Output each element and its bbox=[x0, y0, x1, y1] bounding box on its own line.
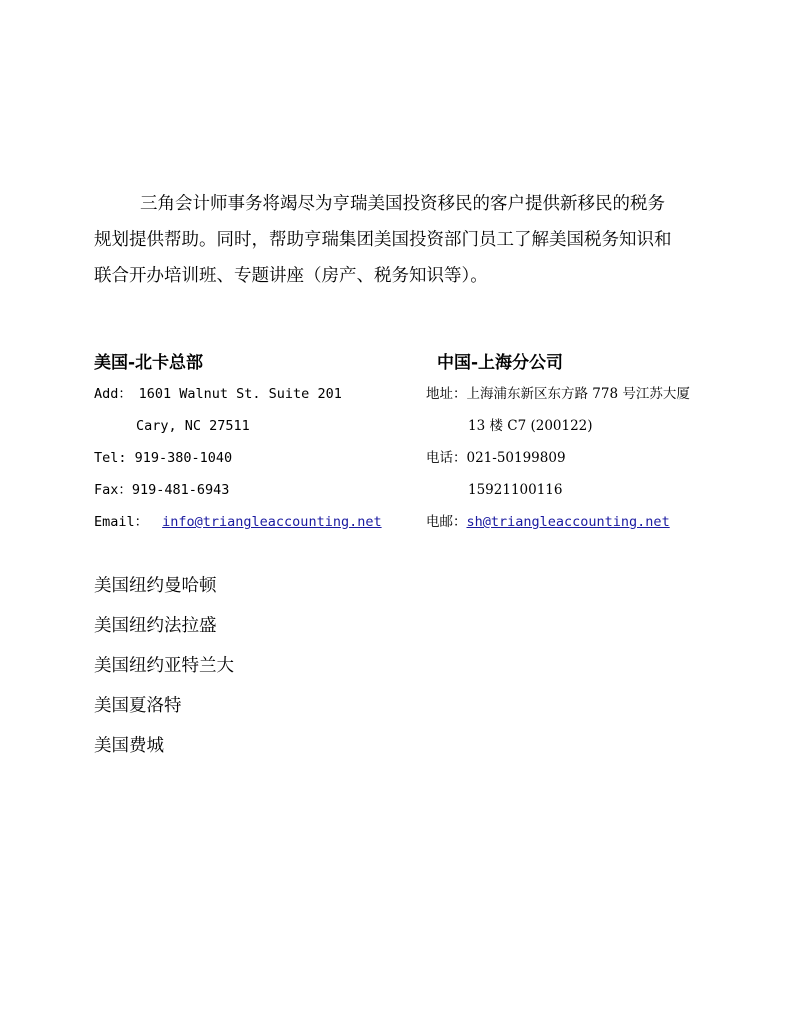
cn-address-line-1: 地址：上海浦东新区东方路 778 号江苏大厦 bbox=[426, 386, 690, 402]
us-office-contact bbox=[94, 386, 382, 546]
us-address-line-1: Add： 1601 Walnut St. Suite 201 bbox=[94, 386, 342, 402]
cn-phone-1: 电话：021-50199809 bbox=[426, 450, 566, 466]
us-email-label: Email： bbox=[94, 514, 149, 530]
intro-paragraph bbox=[94, 186, 710, 294]
cn-email-row bbox=[426, 514, 690, 546]
intro-line: 联合开办培训班、专题讲座（房产、税务知识等）。 bbox=[94, 266, 488, 286]
cn-office-contact bbox=[426, 386, 690, 546]
us-fax: Fax：919-481-6943 bbox=[94, 482, 230, 498]
us-address-line-2: Cary, NC 27511 bbox=[136, 418, 250, 434]
intro-line: 规划提供帮助。同时，帮助亨瑞集团美国投资部门员工了解美国税务知识和 bbox=[94, 230, 672, 250]
city-item: 美国纽约曼哈顿 bbox=[94, 576, 217, 596]
city-item: 美国纽约亚特兰大 bbox=[94, 656, 234, 676]
us-office-heading: 美国-北卡总部 bbox=[94, 353, 204, 373]
city-item: 美国纽约法拉盛 bbox=[94, 616, 217, 636]
cn-email-link[interactable]: sh@triangleaccounting.net bbox=[466, 514, 670, 530]
intro-line: 三角会计师事务将竭尽为亨瑞美国投资移民的客户提供新移民的税务 bbox=[140, 194, 665, 214]
city-list bbox=[94, 574, 234, 774]
cn-address-line-2: 13 楼 C7 (200122) bbox=[468, 418, 593, 434]
city-item: 美国费城 bbox=[94, 736, 164, 756]
us-tel: Tel: 919-380-1040 bbox=[94, 450, 233, 466]
us-email-link[interactable]: info@triangleaccounting.net bbox=[162, 514, 382, 530]
us-email-row bbox=[94, 514, 382, 546]
cn-office-heading: 中国-上海分公司 bbox=[437, 353, 564, 373]
cn-email-label: 电邮： bbox=[426, 514, 467, 530]
city-item: 美国夏洛特 bbox=[94, 696, 182, 716]
cn-phone-2: 15921100116 bbox=[468, 482, 563, 498]
